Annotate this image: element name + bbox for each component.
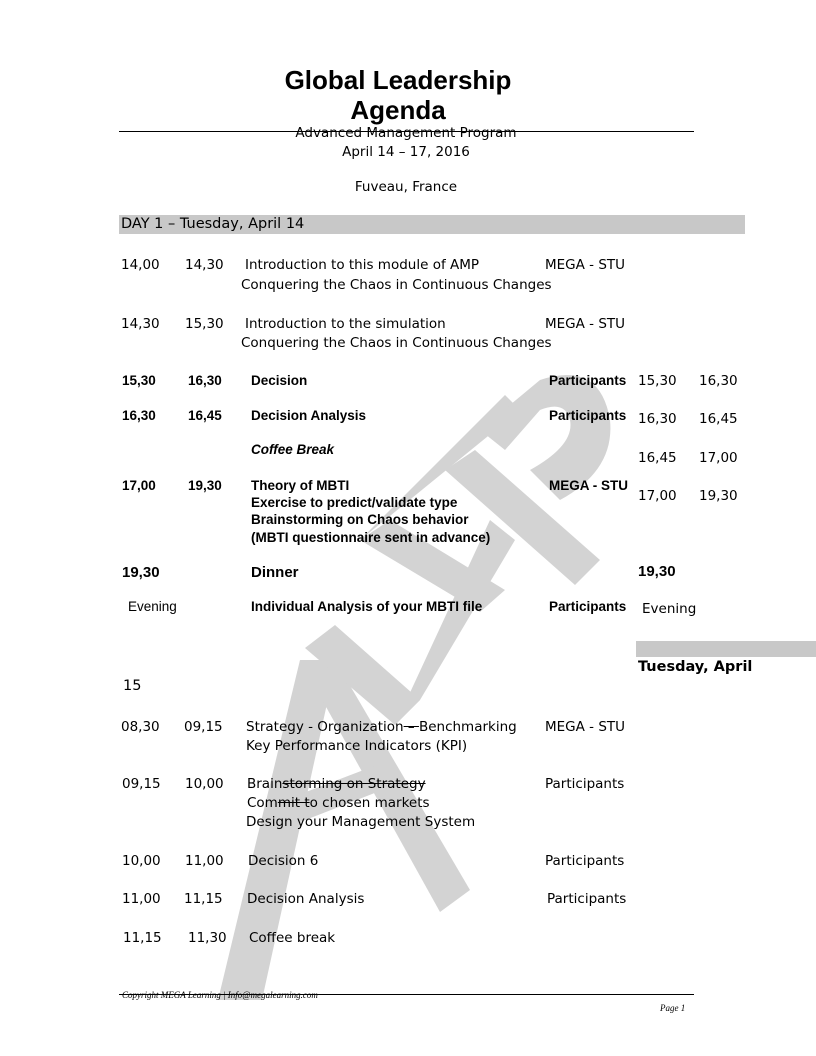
row-dup-start: 19,30 [638, 563, 676, 580]
row-title: Coffee break [249, 930, 336, 946]
row-end: 09,15 [184, 719, 223, 735]
day2-label: Tuesday, April [638, 659, 753, 675]
row-title: Decision Analysis [247, 891, 365, 907]
row-end: 19,30 [188, 478, 222, 493]
row-start: 10,00 [122, 853, 161, 869]
row-title: Introduction to the simulation [245, 316, 446, 332]
page-number: Page 1 [660, 1003, 686, 1013]
day2-label-cont: 15 [123, 678, 142, 694]
row-end: 10,00 [185, 776, 224, 792]
row-title: Dinner [251, 564, 299, 581]
row-detail: Design your Management System [246, 814, 476, 830]
row-who: Participants [545, 776, 625, 792]
row-who: Participants [547, 891, 627, 907]
row-dup-start: 15,30 [638, 373, 677, 389]
row-title: Coffee Break [251, 442, 335, 457]
row-dup-end: 17,00 [699, 450, 738, 466]
row-end: 11,00 [185, 853, 224, 869]
row-who: MEGA - STU [545, 316, 626, 332]
program-name: Advanced Management Program [295, 125, 517, 141]
row-start: 19,30 [122, 564, 160, 581]
row-detail: (MBTI questionnaire sent in advance) [251, 530, 491, 545]
row-end: 16,45 [188, 408, 222, 423]
row-dup-start: 16,45 [638, 450, 677, 466]
row-who: Participants [545, 853, 625, 869]
row-title: Strategy - Organization – Benchmarking [246, 719, 517, 735]
row-title: Decision Analysis [251, 408, 367, 423]
row-end: 15,30 [185, 316, 224, 332]
row-detail: Brainstorming on Chaos behavior [251, 512, 469, 527]
row-end: 16,30 [188, 373, 222, 388]
row-detail: Commit to chosen markets [247, 795, 430, 811]
row-who: MEGA - STU [549, 478, 628, 493]
row-dup-start: 17,00 [638, 488, 677, 504]
row-dup-start: Evening [642, 601, 697, 617]
row-title: Theory of MBTI [251, 478, 350, 493]
row-start: 14,30 [121, 316, 160, 332]
row-dup-end: 16,30 [699, 373, 738, 389]
day2-bar [636, 641, 816, 657]
row-subtitle: Conquering the Chaos in Continuous Changes [241, 277, 552, 293]
row-start: 11,15 [123, 930, 162, 946]
row-dup-end: 19,30 [699, 488, 738, 504]
row-who: Participants [549, 408, 627, 423]
footer-copyright: Copyright MEGA Learning | Info@megalearning.com [122, 990, 318, 1000]
row-start: 17,00 [122, 478, 156, 493]
row-who: MEGA - STU [545, 719, 626, 735]
row-subtitle: Key Performance Indicators (KPI) [246, 738, 468, 754]
row-dup-start: 16,30 [638, 411, 677, 427]
row-who: Participants [549, 373, 627, 388]
program-location: Fuveau, France [354, 179, 458, 195]
row-title: Individual Analysis of your MBTI file [251, 599, 483, 614]
row-start: 15,30 [122, 373, 156, 388]
doc-title-line2: Agenda [350, 95, 446, 125]
row-end: 11,30 [188, 930, 227, 946]
row-subtitle: Conquering the Chaos in Continuous Changes [241, 335, 552, 351]
row-start: 16,30 [122, 408, 156, 423]
row-start: 08,30 [121, 719, 160, 735]
row-detail: Exercise to predict/validate type [251, 495, 458, 510]
row-start: Evening [128, 599, 177, 614]
row-start: 11,00 [122, 891, 161, 907]
row-who: MEGA - STU [545, 257, 626, 273]
row-end: 11,15 [184, 891, 223, 907]
row-start: 14,00 [121, 257, 160, 273]
row-end: 14,30 [185, 257, 224, 273]
program-dates: April 14 – 17, 2016 [342, 144, 470, 160]
doc-title-line1: Global Leadership [284, 65, 512, 95]
row-dup-end: 16,45 [699, 411, 738, 427]
row-start: 09,15 [122, 776, 161, 792]
day1-label: DAY 1 – Tuesday, April 14 [121, 216, 305, 232]
row-title: Decision 6 [248, 853, 319, 869]
row-who: Participants [549, 599, 627, 614]
row-title: Decision [251, 373, 308, 388]
row-title: Brainstorming on Strategy [247, 776, 426, 792]
watermark-a-left-stroke [218, 660, 330, 1000]
row-title: Introduction to this module of AMP [245, 257, 480, 273]
